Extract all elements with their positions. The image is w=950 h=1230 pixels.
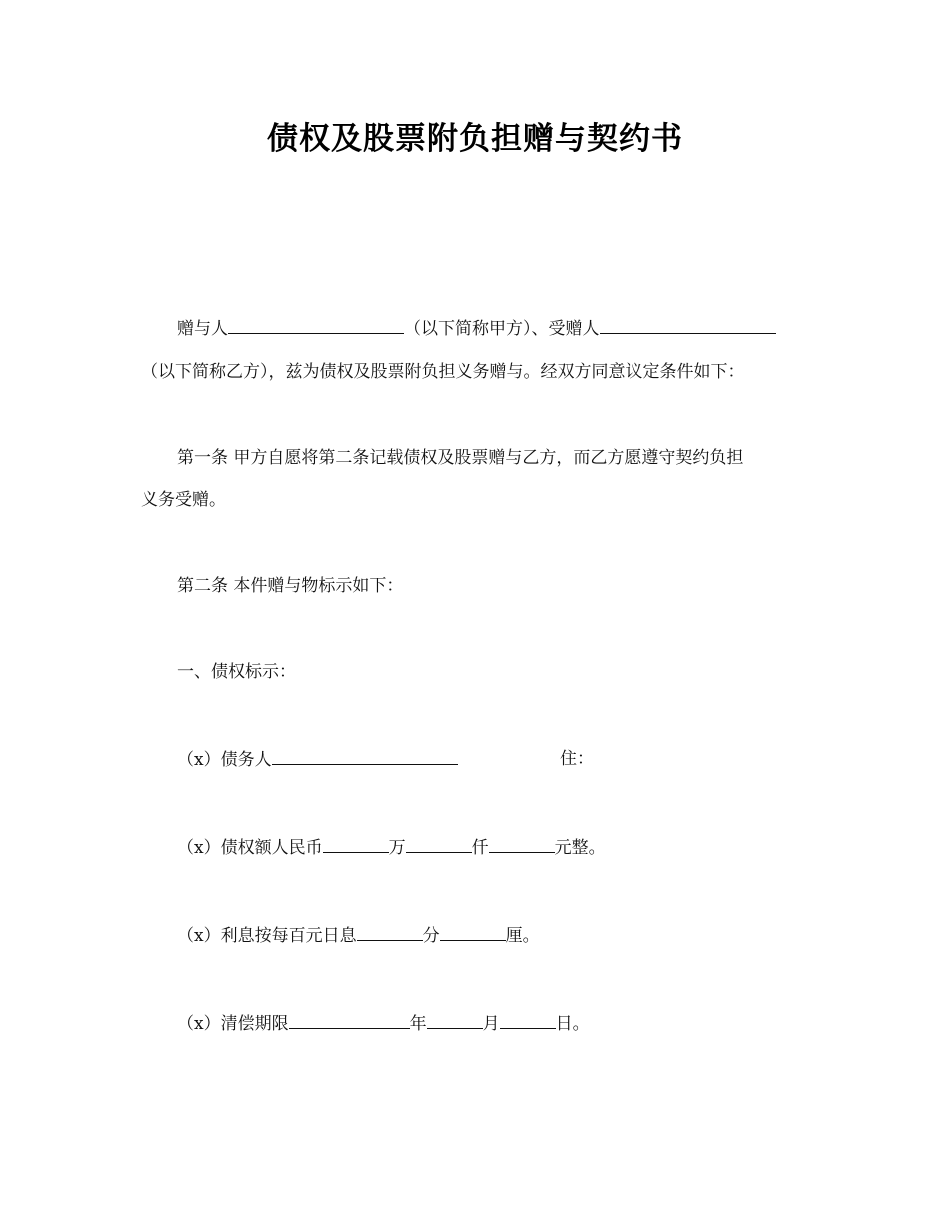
interest-li-blank bbox=[440, 923, 506, 941]
amount-line bbox=[177, 835, 606, 860]
donor-label: 赠与人 bbox=[177, 319, 228, 339]
intro-line-1 bbox=[177, 316, 776, 341]
donor-name-blank bbox=[228, 316, 404, 334]
amount-wan-unit: 万 bbox=[388, 838, 406, 858]
term-day-unit: 日。 bbox=[555, 1014, 590, 1034]
term-line bbox=[177, 1011, 590, 1036]
interest-fen-blank bbox=[357, 923, 423, 941]
term-year-unit: 年 bbox=[409, 1014, 427, 1034]
party-a-note: （以下简称甲方）、受赠人 bbox=[404, 319, 600, 339]
article-2: 第二条 本件赠与物标示如下： bbox=[177, 576, 404, 596]
article-1-line-2: 义务受赠。 bbox=[141, 490, 226, 510]
interest-li-unit: 厘。 bbox=[505, 926, 540, 946]
address-label: 住： bbox=[560, 749, 594, 769]
debtor-name-blank bbox=[272, 747, 458, 765]
article-1-line-1: 第一条 甲方自愿将第二条记载债权及股票赠与乙方，而乙方愿遵守契约负担 bbox=[177, 448, 744, 468]
interest-line bbox=[177, 923, 540, 948]
term-month-unit: 月 bbox=[482, 1014, 500, 1034]
document-title: 债权及股票附负担赠与契约书 bbox=[267, 121, 683, 157]
amount-wan-blank bbox=[323, 835, 389, 853]
interest-fen-unit: 分 bbox=[422, 926, 440, 946]
term-label: （x）清偿期限 bbox=[177, 1014, 289, 1034]
amount-yuan-unit: 元整。 bbox=[554, 838, 606, 858]
donee-name-blank bbox=[600, 316, 776, 334]
amount-yuan-blank bbox=[489, 835, 555, 853]
term-day-blank bbox=[500, 1011, 556, 1029]
term-month-blank bbox=[427, 1011, 483, 1029]
amount-label: （x）债权额人民币 bbox=[177, 838, 323, 858]
term-year-blank bbox=[289, 1011, 410, 1029]
intro-line-2: （以下简称乙方），兹为债权及股票附负担义务赠与。经双方同意议定条件如下： bbox=[141, 362, 745, 382]
amount-qian-blank bbox=[406, 835, 472, 853]
section-1-heading: 一、债权标示： bbox=[177, 662, 296, 682]
interest-label: （x）利息按每百元日息 bbox=[177, 926, 357, 946]
debtor-label: （x）债务人 bbox=[177, 750, 272, 770]
debtor-line bbox=[177, 747, 458, 772]
amount-qian-unit: 仟 bbox=[471, 838, 489, 858]
